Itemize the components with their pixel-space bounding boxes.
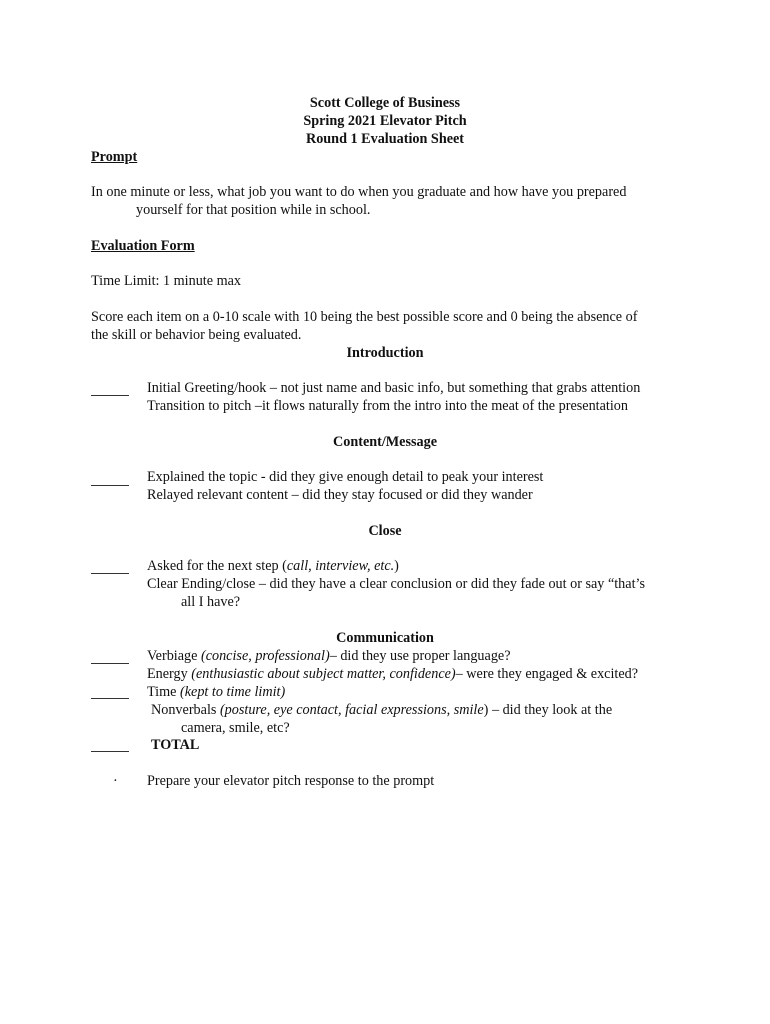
energy-question: – were they engaged & excited? [455, 666, 639, 682]
close-item-ending-line1: Clear Ending/close – did they have a clear conclusion or did they fade out or say “that’s [147, 576, 645, 592]
close-item-next-step [147, 557, 399, 575]
communication-item-verbiage [147, 647, 511, 665]
introduction-heading: Introduction [346, 345, 424, 361]
final-instruction: Prepare your elevator pitch response to the prompt [147, 773, 435, 789]
content-item-topic: Explained the topic - did they give enough detail to peak your interest [147, 469, 544, 485]
communication-item-time [147, 683, 285, 701]
verbiage-score-blank[interactable] [91, 663, 129, 664]
nonverbals-label: Nonverbals [151, 702, 220, 718]
introduction-item-greeting: Initial Greeting/hook – not just name and basic info, but something that grabs attention [147, 380, 641, 396]
time-score-blank[interactable] [91, 698, 129, 699]
header-event: Spring 2021 Elevator Pitch [303, 113, 467, 129]
communication-item-nonverbals-line2: camera, smile, etc? [181, 720, 290, 736]
communication-heading: Communication [336, 630, 434, 646]
close-item-next-step-examples: call, interview, etc. [286, 558, 395, 574]
header-sheet-title: Round 1 Evaluation Sheet [305, 131, 465, 147]
communication-item-energy [147, 665, 638, 683]
time-label: Time [147, 684, 180, 700]
close-score-blank[interactable] [91, 573, 129, 574]
header-school: Scott College of Business [309, 95, 461, 111]
nonverbals-question: ) – did they look at the [483, 702, 613, 718]
prompt-heading: Prompt [91, 149, 138, 165]
introduction-item-transition: Transition to pitch –it flows naturally from the intro into the meat of the presentation [147, 398, 628, 414]
verbiage-criteria: (concise, professional) [200, 648, 330, 664]
content-score-blank[interactable] [91, 485, 129, 486]
close-heading: Close [368, 523, 402, 539]
content-item-relevant: Relayed relevant content – did they stay focused or did they wander [147, 487, 533, 503]
close-item-next-step-end: ) [394, 558, 399, 574]
prompt-text-line1: In one minute or less, what job you want to do when you graduate and how have you prepared [91, 184, 627, 200]
time-limit-text: Time Limit: 1 minute max [91, 273, 242, 289]
total-label: TOTAL [151, 737, 200, 753]
bullet-marker: · [113, 773, 118, 789]
prompt-text-line2: yourself for that position while in school. [136, 202, 371, 218]
communication-item-nonverbals [151, 701, 612, 719]
verbiage-label: Verbiage [147, 648, 201, 664]
instructions-line2: the skill or behavior being evaluated. [91, 327, 302, 343]
energy-criteria: (enthusiastic about subject matter, confidence) [191, 666, 456, 682]
instructions-line1: Score each item on a 0-10 scale with 10 being the best possible score and 0 being the absence of [91, 309, 638, 325]
introduction-score-blank[interactable] [91, 395, 129, 396]
close-item-ending-line2: all I have? [181, 594, 241, 610]
evaluation-heading: Evaluation Form [91, 238, 195, 254]
close-item-next-step-text: Asked for the next step ( [147, 558, 287, 574]
total-score-blank[interactable] [91, 751, 129, 752]
verbiage-question: – did they use proper language? [329, 648, 511, 664]
nonverbals-criteria: (posture, eye contact, facial expressions, smile [219, 702, 484, 718]
energy-label: Energy [147, 666, 192, 682]
time-criteria: (kept to time limit) [180, 684, 286, 700]
content-heading: Content/Message [332, 434, 438, 450]
